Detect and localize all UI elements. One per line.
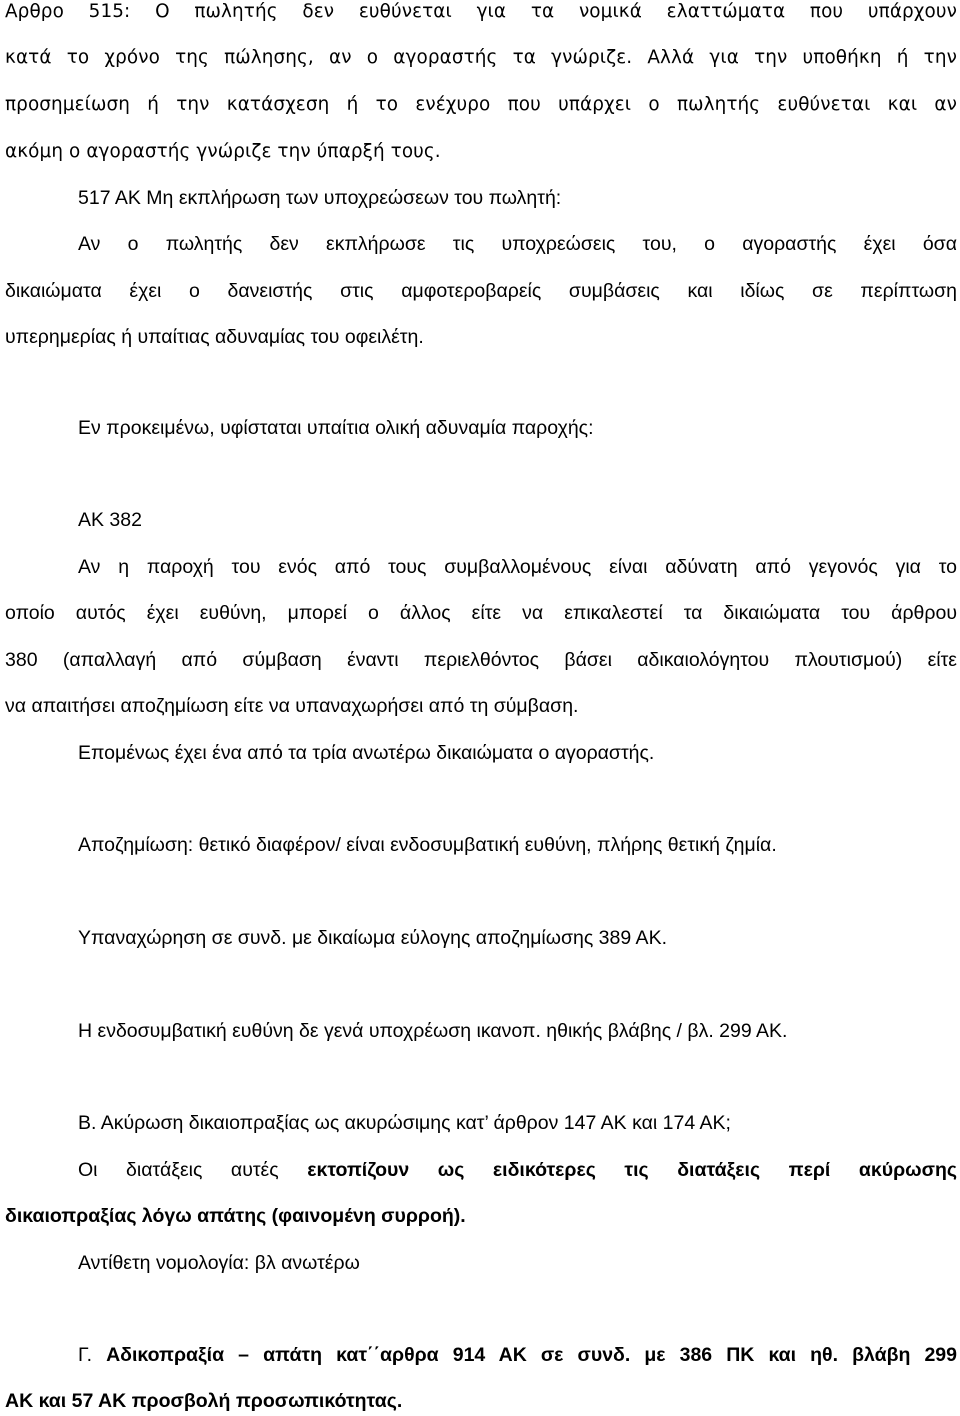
- moral-damage-note: Η ενδοσυμβατική ευθύνη δε γενά υποχρέωση ικανοπ. ηθικής βλάβης / βλ. 299 ΑΚ.: [78, 1020, 788, 1042]
- withdrawal-note: Υπαναχώρηση σε συνδ. με δικαίωμα εύλογης αποζημίωσης 389 ΑΚ.: [78, 927, 667, 949]
- section-c-line-1: [78, 1340, 957, 1370]
- article-517-line-1: Αν ο πωλητής δεν εκπλήρωσε τις υποχρεώσεις του, ο αγοραστής έχει όσα: [78, 233, 957, 255]
- section-b-line-2: [5, 1201, 957, 1231]
- section-c-line-2-bold: ΑΚ και 57 ΑΚ προσβολή προσωπικότητας.: [5, 1390, 403, 1412]
- compensation-note: Αποζημίωση: θετικό διαφέρον/ είναι ενδοσυμβατική ευθύνη, πλήρης θετική ζημία.: [78, 834, 777, 856]
- impossibility-statement: Εν προκειμένω, υφίσταται υπαίτια ολική αδυναμία παροχής:: [78, 417, 594, 439]
- article-382-line-1: Αν η παροχή του ενός από τους συμβαλλομένους είναι αδύνατη από γεγονός για το: [78, 556, 957, 578]
- article-382-line-2: οποίο αυτός έχει ευθύνη, μπορεί ο άλλος είτε να επικαλεστεί τα δικαιώματα του άρθρου: [5, 602, 957, 624]
- section-b-line-1-bold: εκτοπίζουν ως ειδικότερες τις διατάξεις περί ακύρωσης: [307, 1159, 957, 1181]
- article-515-line-1: Αρθρο 515: Ο πωλητής δεν ευθύνεται για τα νομικά ελαττώματα που υπάρχουν: [5, 1, 957, 22]
- article-515-line-2: κατά το χρόνο της πώλησης, αν ο αγοραστής τα γνώριζε. Αλλά για την υποθήκη ή την: [5, 47, 957, 68]
- section-b-line-2-bold: δικαιοπραξίας λόγω απάτης (φαινομένη συρροή).: [5, 1205, 466, 1227]
- article-517-line-2: δικαιώματα έχει ο δανειστής στις αμφοτεροβαρείς συμβάσεις και ιδίως σε περίπτωση: [5, 280, 957, 302]
- article-382-line-4: να απαιτήσει αποζημίωση είτε να υπαναχωρήσει από τη σύμβαση.: [5, 695, 579, 717]
- section-b-line-1-normal: Οι διατάξεις αυτές: [78, 1159, 279, 1181]
- section-b-line-1: [78, 1155, 957, 1185]
- section-c-line-2: [5, 1386, 957, 1416]
- article-515-line-3: προσημείωση ή την κατάσχεση ή το ενέχυρο που υπάρχει ο πωλητής ευθύνεται και αν: [5, 94, 957, 115]
- article-382-line-3: 380 (απαλλαγή από σύμβαση έναντι περιελθόντος βάσει αδικαιολόγητου πλουτισμού) είτε: [5, 649, 957, 671]
- article-382-conclusion: Επομένως έχει ένα από τα τρία ανωτέρω δικαιώματα ο αγοραστής.: [78, 742, 655, 764]
- article-515-line-4: ακόμη ο αγοραστής γνώριζε την ύπαρξή τους.: [5, 141, 441, 162]
- section-c-line-1-normal: Γ.: [78, 1344, 93, 1366]
- article-382-heading: ΑΚ 382: [78, 509, 142, 531]
- article-517-heading: 517 ΑΚ Μη εκπλήρωση των υποχρεώσεων του πωλητή:: [78, 187, 562, 209]
- section-b-case-law: Αντίθετη νομολογία: βλ ανωτέρω: [78, 1252, 360, 1274]
- article-517-line-3: υπερημερίας ή υπαίτιας αδυναμίας του οφειλέτη.: [5, 326, 424, 348]
- section-c-line-1-bold: Αδικοπραξία – απάτη κατ΄΄αρθρα 914 ΑΚ σε συνδ. με 386 ΠΚ και ηθ. βλάβη 299: [106, 1344, 957, 1366]
- section-b-heading: Β. Ακύρωση δικαιοπραξίας ως ακυρώσιμης κατ’ άρθρον 147 ΑΚ και 174 ΑΚ;: [78, 1112, 731, 1134]
